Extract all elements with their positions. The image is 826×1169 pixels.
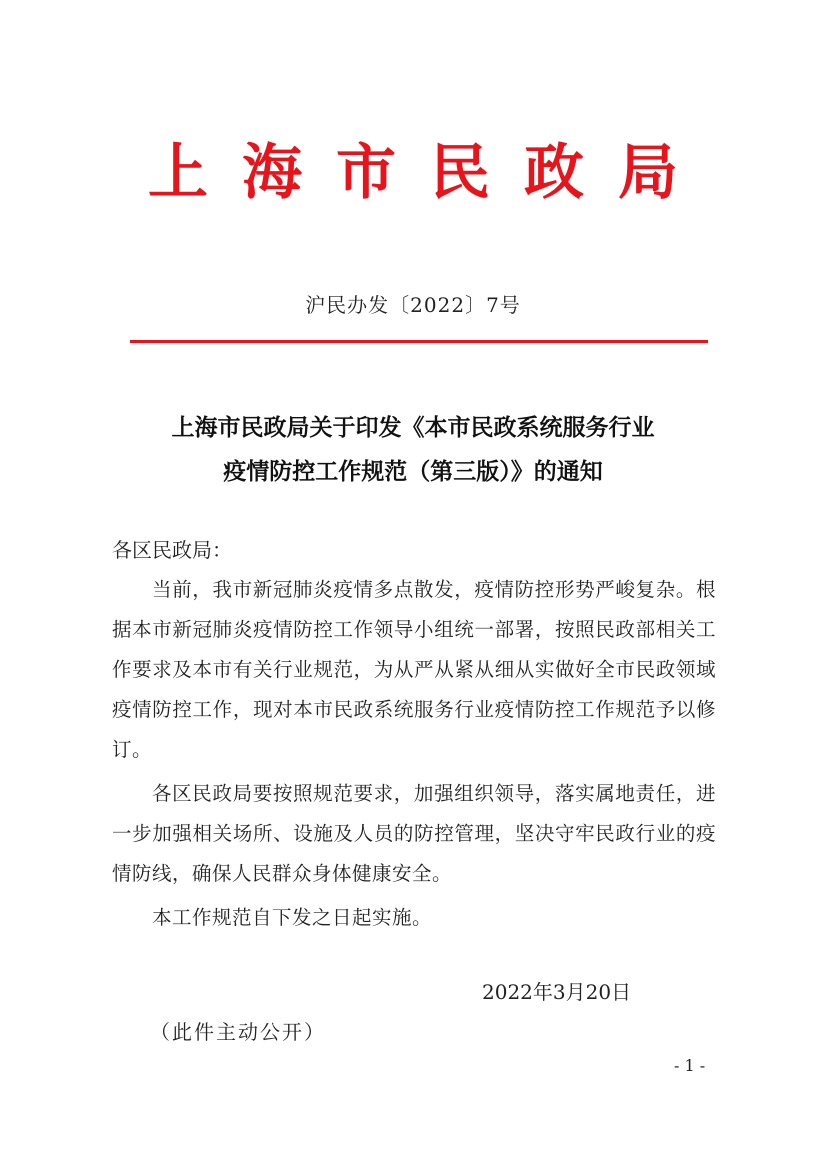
red-divider-line (130, 340, 708, 343)
title-line-1: 上海市民政局关于印发《本市民政系统服务行业 (171, 415, 655, 441)
body-text (112, 570, 716, 942)
masthead-title: 上海市民政局 (148, 138, 712, 208)
document-number: 沪民办发〔2022〕7号 (305, 293, 521, 317)
body-paragraph-3: 本工作规范自下发之日起实施。 (152, 906, 433, 929)
issue-date: 2022年3月20日 (482, 980, 632, 1004)
body-paragraph-2: 各区民政局要按照规范要求，加强组织领导，落实属地责任，进一步加强相关场所、设施及人员的防控管理，坚决守牢民政行业的疫情防线，确保人民群众身体健康安全。 (112, 782, 716, 885)
disclosure-note: （此件主动公开） (150, 1020, 326, 1044)
title-line-2: 疫情防控工作规范（第三版）》的通知 (223, 459, 603, 485)
body-paragraph-1: 当前，我市新冠肺炎疫情多点散发，疫情防控形势严峻复杂。根据本市新冠肺炎疫情防控工作领导小组统一部署，按照民政部相关工作要求及本市有关行业规范，为从严从紧从细从实做好全市民政领域疫情防控工作，现对本市民政系统服务行业疫情防控工作规范予以修订。 (112, 578, 716, 761)
document-title (0, 406, 826, 494)
salutation: 各区民政局： (112, 538, 232, 562)
page-number: - 1 - (674, 1056, 706, 1075)
